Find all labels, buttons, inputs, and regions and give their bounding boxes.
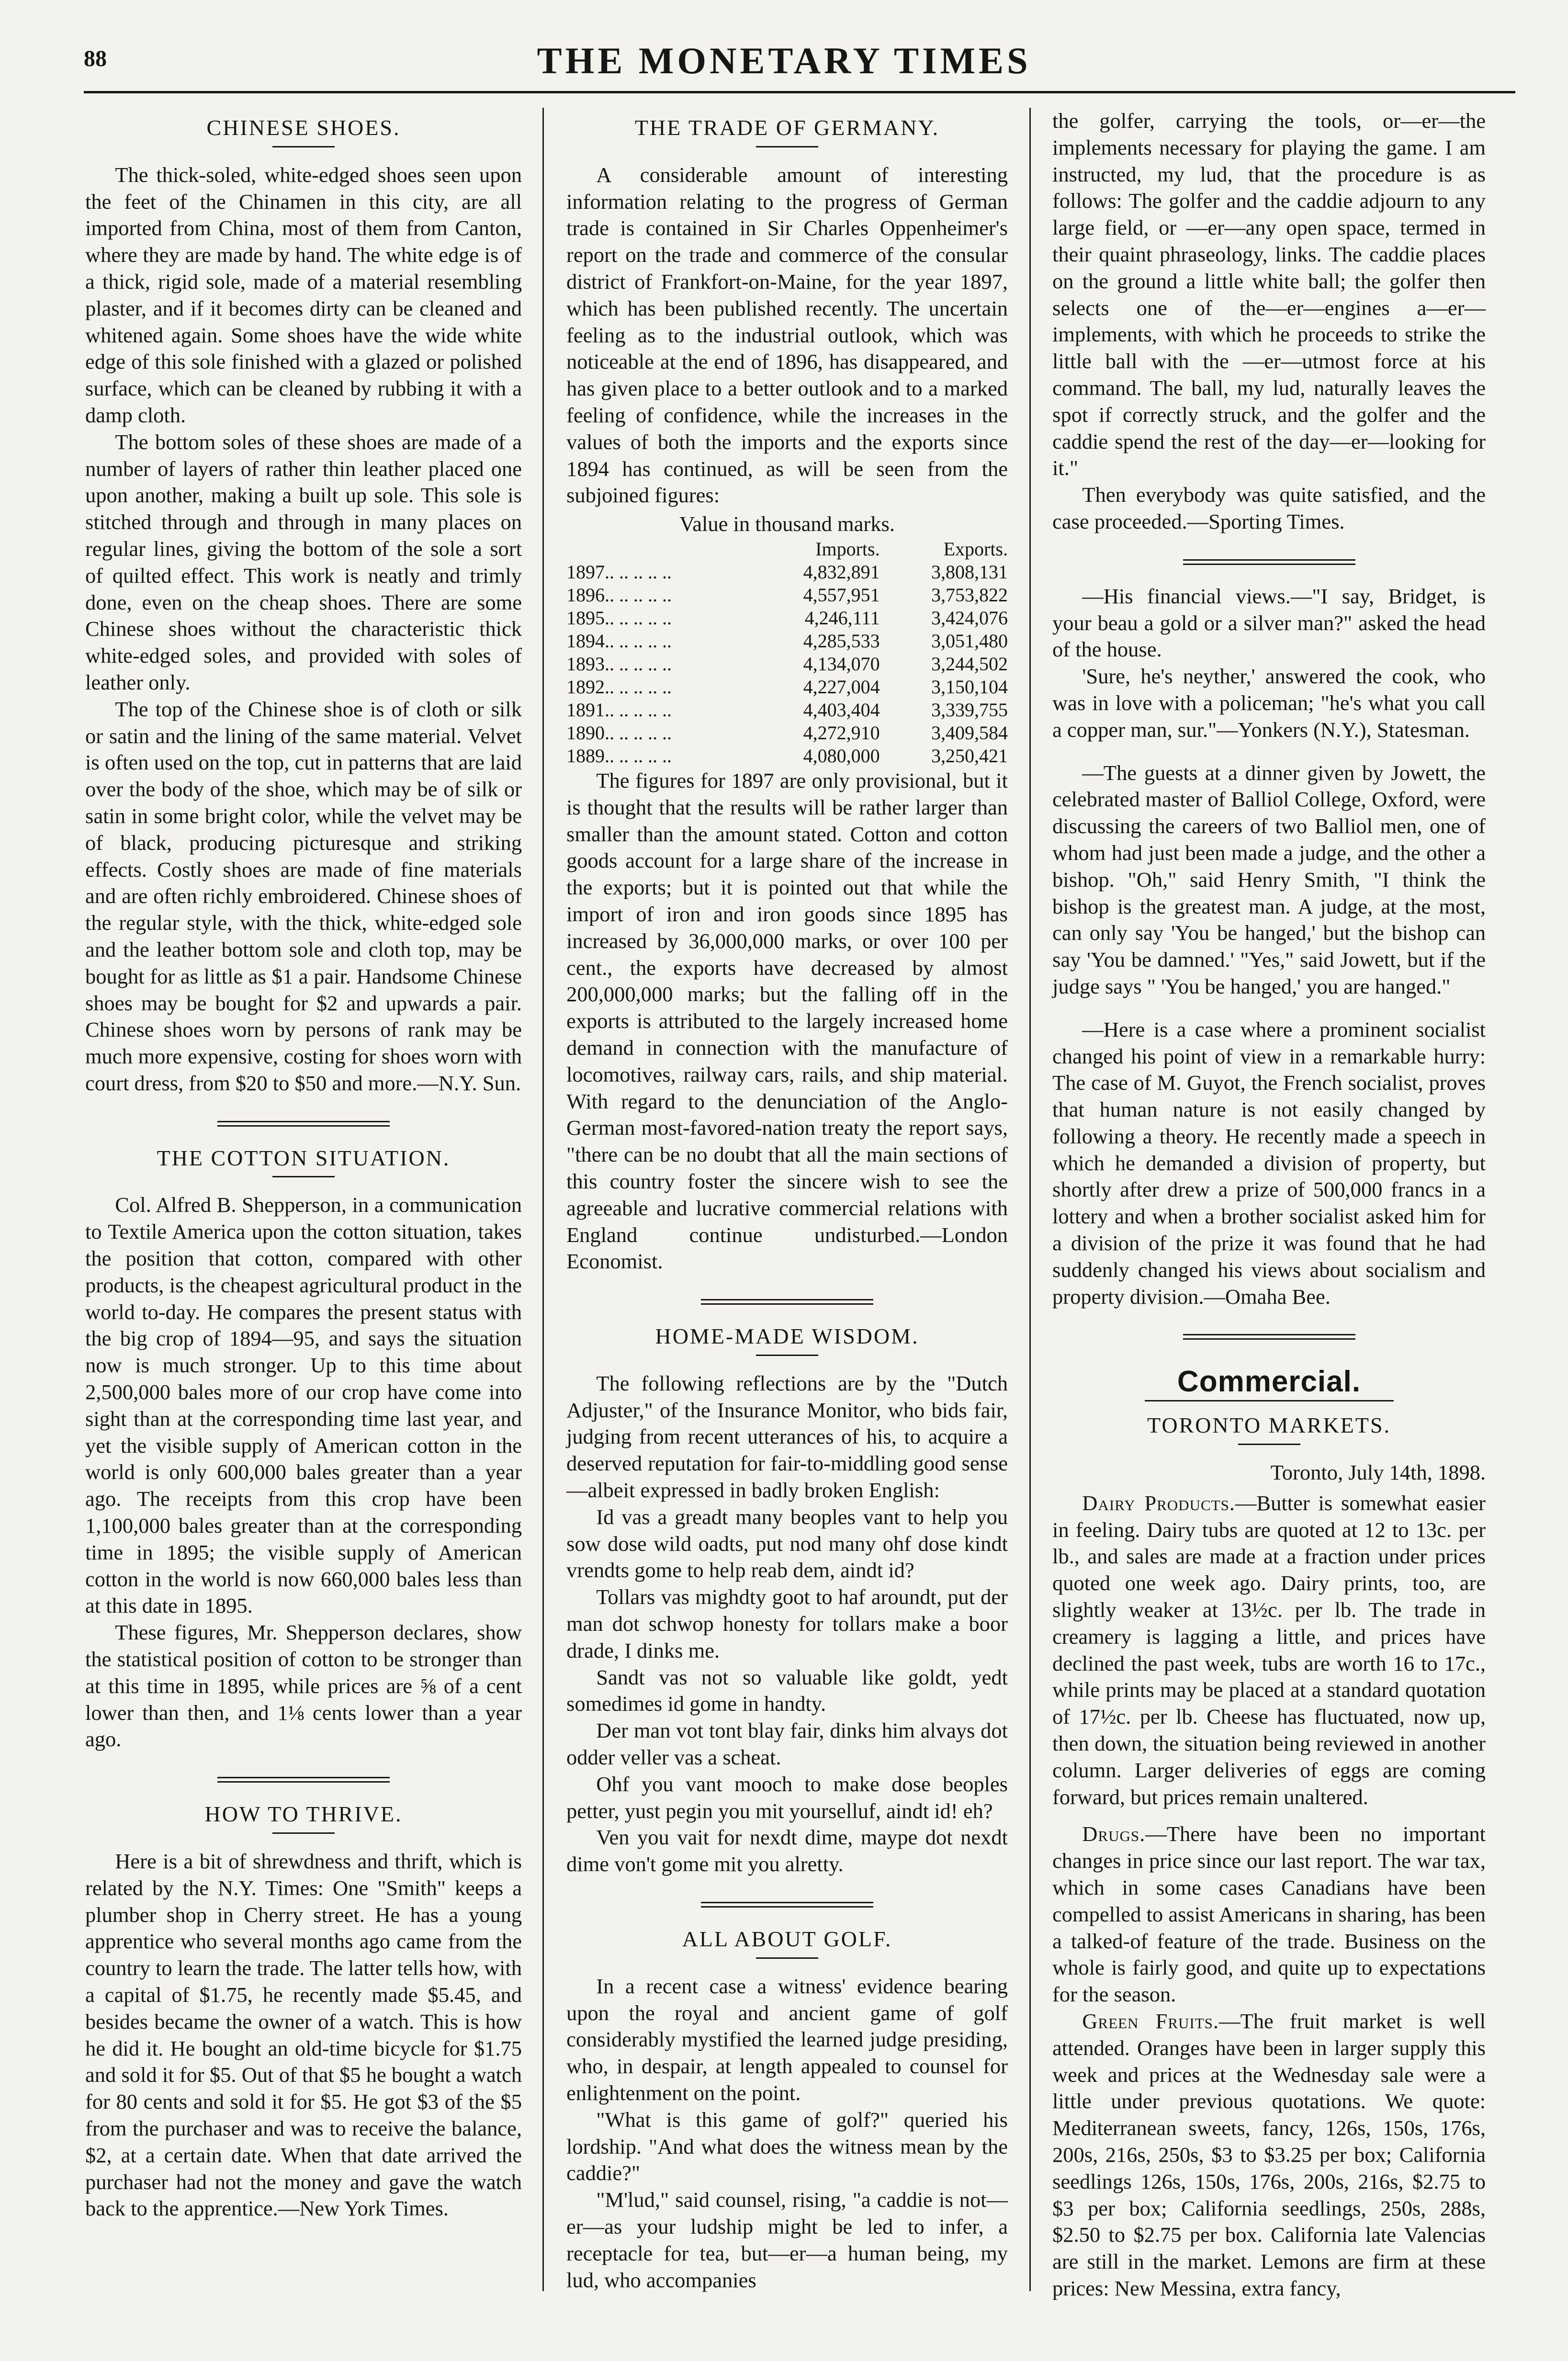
article-paragraph: The thick-soled, white-edged shoes seen upon the feet of the Chinamen in this city, are all imported from China, most of them from Canton, where they are made by hand. The white edge is of a thick, rigid sole, made of a material resembling plaster, and if it becomes dirty can be cleaned and whitened again. Some shoes have the wide white edge of this sole finished with a glazed or polished surface, which can be cleaned by rubbing it with a damp cloth. xyxy=(85,162,522,427)
column-divider xyxy=(1029,108,1031,2291)
dialect-saying: Sandt vas not so valuable like goldt, yedt somedimes id gome in handty. xyxy=(566,1665,1008,1716)
table-row xyxy=(566,630,1008,653)
article-paragraph: "What is this game of golf?" queried his lordship. "And what does the witness mean by the caddie?" xyxy=(566,2107,1008,2185)
dialect-saying: Ven you vait for nexdt dime, maype dot nexdt dime von't gome mit you alretty. xyxy=(566,1825,1008,1876)
exports-cell: 3,150,104 xyxy=(931,676,1008,698)
article-all-about-golf xyxy=(566,1926,1008,2293)
title-rule xyxy=(756,1957,818,1959)
year-cell: 1897.. .. .. .. .. xyxy=(566,561,672,583)
page-header xyxy=(0,0,1568,120)
article-trade-of-germany xyxy=(566,114,1008,1275)
market-label: Green Fruits. xyxy=(1082,2009,1219,2033)
table-row xyxy=(566,607,1008,630)
column-1 xyxy=(85,108,522,2291)
column-3 xyxy=(1052,108,1486,2300)
dialect-saying: Tollars vas mighdty goot to haf aroundt, put der man dot schwop honesty for tollars make a boor drade, I dinks me. xyxy=(566,1585,1008,1662)
anecdote-paragraph: —His financial views.—"I say, Bridget, is your beau a gold or a silver man?" asked the head of the house. xyxy=(1052,584,1486,662)
column-2 xyxy=(566,108,1008,2291)
article-paragraph: Here is a bit of shrewdness and thrift, which is related by the N.Y. Times: One "Smith" keeps a plumber shop in Cherry street. He has a young apprentice who several months ago came from the country to learn the trade. The latter tells how, with a capital of $1.75, he recently made $5.45, and besides became the owner of a watch. This is how he did it. He bought an old-time bicycle for $1.75 and sold it for $5. Out of that $5 he bought a watch for 80 cents and sold it for $5. He got $3 of the $5 from the purchaser and was to receive the balance, $2, at a certain date. When that date arrived the purchaser had not the money and gave the watch back to the apprentice.—New York Times. xyxy=(85,1849,522,2221)
dialect-saying: Id vas a greadt many beoples vant to help you sow dose wild oadts, put nod many ohf dose kindt vrendts gome to help reab dem, aindt id? xyxy=(566,1504,1008,1582)
year-cell: 1896.. .. .. .. .. xyxy=(566,584,672,606)
section-heading: Commercial. xyxy=(1177,1365,1361,1399)
exports-cell: 3,753,822 xyxy=(931,584,1008,606)
title-rule xyxy=(1238,1444,1300,1445)
page-number: 88 xyxy=(84,46,107,71)
article-title: TORONTO MARKETS. xyxy=(1147,1413,1391,1438)
dialect-saying: Ohf you vant mooch to make dose beoples petter, yust pegin you mit yourselluf, aindt id! eh? xyxy=(566,1772,1008,1823)
section-separator xyxy=(217,1777,390,1783)
imports-cell: 4,557,951 xyxy=(803,584,880,606)
exports-cell: 3,808,131 xyxy=(931,561,1008,583)
year-cell: 1891.. .. .. .. .. xyxy=(566,699,672,721)
table-row xyxy=(566,745,1008,768)
article-title: ALL ABOUT GOLF. xyxy=(682,1927,892,1952)
masthead: THE MONETARY TIMES xyxy=(537,40,1031,81)
article-paragraph: The bottom soles of these shoes are made of a number of layers of rather thin leather placed one upon another, making a built up sole. This sole is stitched through and through in many places on regular lines, giving the bottom of the sole a sort of quilted effect. This work is neatly and trimly done, even on the cheap shoes. There are some Chinese shoes without the characteristic thick white-edged soles, and provided with soles of leather only. xyxy=(85,429,522,694)
table-header-row xyxy=(566,538,1008,561)
dialect-saying: Der man vot tont blay fair, dinks him alvays dot odder veller vas a scheat. xyxy=(566,1718,1008,1770)
section-separator xyxy=(701,1902,873,1908)
article-paragraph: Col. Alfred B. Shepperson, in a communication to Textile America upon the cotton situation, takes the position that cotton, compared with other products, is the cheapest agricultural product in the world to-day. He compares the present status with the big crop of 1894—95, and says the situation now is much stronger. Up to this time about 2,500,000 bales more of our crop have come into sight than at the corresponding time last year, and yet the visible supply of American cotton in the world is only 600,000 bales greater than a year ago. The receipts from this crop have been 1,100,000 bales greater than at the corresponding time in 1895; the visible supply of American cotton in the world is now 660,000 bales less than at this date in 1895. xyxy=(85,1193,522,1618)
market-entry: Drugs.—There have been no important changes in price since our last report. The war tax, which in some cases Canadians have been compelled to assist Americans in sharing, has been a talked-of feature of the trade. Business on the whole is fairly good, and quite up to expectations for the season. xyxy=(1052,1822,1486,2007)
article-how-to-thrive xyxy=(85,1801,522,2222)
title-rule xyxy=(272,1832,335,1834)
exports-cell: 3,339,755 xyxy=(931,699,1008,721)
year-cell: 1890.. .. .. .. .. xyxy=(566,722,672,744)
article-paragraph: A considerable amount of interesting information relating to the progress of German trade is contained in Sir Charles Oppenheimer's report on the trade and commerce of the consular district of Frankfort-on-Maine, for the year 1897, which has been published recently. The uncertain feeling as to the industrial outlook, which was noticeable at the end of 1896, has disappeared, and has given place to a better outlook and to a marked feeling of confidence, while the increases in the values of both the imports and the exports since 1894 has continued, as will be seen from the subjoined figures: xyxy=(566,162,1008,508)
section-separator xyxy=(701,1299,873,1305)
column-header-imports: Imports. xyxy=(815,538,880,560)
article-title: CHINESE SHOES. xyxy=(206,115,401,140)
anecdote-paragraph: 'Sure, he's neyther,' answered the cook, who was in love with a policeman; "he's what you call a copper man, sur."—Yonkers (N.Y.), Statesman. xyxy=(1052,664,1486,742)
article-paragraph: These figures, Mr. Shepperson declares, show the statistical position of cotton to be stronger than at this time in 1895, while prices are ⅝ of a cent lower than then, and 1⅛ cents lower than a year ago. xyxy=(85,1620,522,1751)
table-row xyxy=(566,676,1008,699)
title-rule xyxy=(272,146,335,147)
market-entry: Dairy Products.—Butter is somewhat easier in feeling. Dairy tubs are quoted at 12 to 13c. per lb., and sales are made at a fraction under prices quoted one week ago. Dairy prints, too, are slightly weaker at 13½c. per lb. The trade in creamery is lagging a little, and prices have declined the past week, tubs are worth 16 to 17c., while prints may be placed at a standard quotation of 17½c. per lb. Cheese has fluctuated, now up, then down, the situation being reviewed in another column. Larger deliveries of eggs are coming forward, but prices remain unaltered. xyxy=(1052,1491,1486,1809)
heading-rule xyxy=(1145,1400,1394,1401)
table-caption: Value in thousand marks. xyxy=(679,512,895,536)
year-cell: 1889.. .. .. .. .. xyxy=(566,745,672,767)
market-label: Dairy Products. xyxy=(1082,1491,1235,1515)
imports-cell: 4,832,891 xyxy=(803,561,880,583)
title-rule xyxy=(756,1355,818,1356)
article-golf-continued xyxy=(1052,108,1486,535)
article-home-made-wisdom xyxy=(566,1323,1008,1878)
year-cell: 1892.. .. .. .. .. xyxy=(566,676,672,698)
article-paragraph: The following reflections are by the "Dutch Adjuster," of the Insurance Monitor, who bids fair, judging from recent utterances of his, to acquire a deserved reputation for fair-to-middling good sense—albeit expressed in badly broken English: xyxy=(566,1371,1008,1502)
imports-cell: 4,246,111 xyxy=(804,607,880,629)
trade-table xyxy=(566,538,1008,768)
article-paragraph: The top of the Chinese shoe is of cloth or silk or satin and the lining of the same material. Velvet is often used on the top, cut in patterns that are laid over the body of the shoe, which may be of silk or satin in some bright color, while the velvet may be of black, producing picturesque and striking effects. Costly shoes are made of fine materials and are often richly embroidered. Chinese shoes of the regular style, with the thick, white-edged sole and the leather bottom sole and cloth top, may be bought for as little as $1 a pair. Handsome Chinese shoes may be bought for $2 and upwards a pair. Chinese shoes worn by persons of rank may be much more expensive, costing for shoes worn with court dress, from $20 to $50 and more.—N.Y. Sun. xyxy=(85,697,522,1095)
article-title: THE COTTON SITUATION. xyxy=(157,1145,451,1170)
table-row xyxy=(566,653,1008,676)
imports-cell: 4,403,404 xyxy=(803,699,880,721)
title-rule xyxy=(756,146,818,147)
article-paragraph: The figures for 1897 are only provisional, but it is thought that the results will be rather larger than smaller than the amount stated. Cotton and cotton goods account for a large share of the increase in the exports; but it is pointed out that while the import of iron and iron goods since 1895 has increased by 36,000,000 marks, or over 100 per cent., the exports have decreased by almost 200,000,000 marks; but the falling off in the exports is attributed to the largely increased home demand in connection with the manufacture of locomotives, railway cars, rails, and ship material. With regard to the denunciation of the Anglo-German most-favored-nation treaty the report says, "there can be no doubt that all the main sections of this country foster the sincere wish to see the agreeable and lucrative commercial relations with England continue undisturbed.—London Economist. xyxy=(566,768,1008,1274)
section-separator xyxy=(1183,559,1355,565)
title-rule xyxy=(272,1176,335,1177)
column-divider xyxy=(542,108,544,2291)
table-row xyxy=(566,699,1008,722)
article-title: HOW TO THRIVE. xyxy=(204,1802,403,1827)
commercial-section xyxy=(1052,1365,1486,2302)
anecdotes xyxy=(1052,583,1486,1310)
exports-cell: 3,244,502 xyxy=(931,653,1008,675)
imports-cell: 4,080,000 xyxy=(803,745,880,767)
article-title: HOME-MADE WISDOM. xyxy=(655,1324,919,1349)
article-title: THE TRADE OF GERMANY. xyxy=(634,115,940,140)
imports-cell: 4,272,910 xyxy=(803,722,880,744)
anecdote-paragraph: —The guests at a dinner given by Jowett, the celebrated master of Balliol College, Oxford, were discussing the careers of two Balliol men, one of whom had just been made a judge, and the other a bishop. "Oh," said Henry Smith, "I think the bishop is the greatest man. A judge, at the most, can only say 'You be hanged,' but the bishop can say 'You be damned.' "Yes," said Jowett, but if the judge says " 'You be hanged,' you are hanged." xyxy=(1052,760,1486,998)
table-row xyxy=(566,722,1008,745)
imports-cell: 4,285,533 xyxy=(803,630,880,652)
year-cell: 1895.. .. .. .. .. xyxy=(566,607,672,629)
table-row xyxy=(566,561,1008,584)
dateline: Toronto, July 14th, 1898. xyxy=(1270,1460,1486,1485)
section-separator xyxy=(217,1121,390,1127)
exports-cell: 3,051,480 xyxy=(931,630,1008,652)
section-separator xyxy=(1183,1334,1355,1340)
market-label: Drugs. xyxy=(1082,1822,1146,1846)
exports-cell: 3,424,076 xyxy=(931,607,1008,629)
header-rule xyxy=(84,91,1515,93)
exports-cell: 3,409,584 xyxy=(931,722,1008,744)
column-header-exports: Exports. xyxy=(943,538,1008,560)
imports-cell: 4,227,004 xyxy=(803,676,880,698)
anecdote-paragraph: —Here is a case where a prominent socialist changed his point of view in a remarkable hurry: The case of M. Guyot, the French socialist, proves that human nature is not easily changed by following a theory. He recently made a speech in which he demanded a division of property, but shortly after drew a prize of 500,000 francs in a lottery and when a brother socialist asked him for a division of the prize it was found that he had suddenly changed his views about socialism and property division.—Omaha Bee. xyxy=(1052,1017,1486,1309)
market-entry: Green Fruits.—The fruit market is well attended. Oranges have been in larger supply this week and prices at the Wednesday sale were a little under previous quotations. We quote: Mediterranean sweets, fancy, 126s, 150s, 176s, 200s, 216s, 250s, $3 to $3.25 per box; California seedlings 126s, 150s, 176s, 200s, 216s, $2.75 to $3 per box; California seedlings, 250s, 288s, $2.50 to $2.75 per box. California late Valencias are still in the market. Lemons are firm at these prices: New Messina, extra fancy, xyxy=(1052,2009,1486,2300)
article-paragraph: In a recent case a witness' evidence bearing upon the royal and ancient game of golf considerably mystified the learned judge presiding, who, in despair, at length appealed to counsel for enlightenment on the point. xyxy=(566,1974,1008,2105)
year-cell: 1894.. .. .. .. .. xyxy=(566,630,672,652)
article-paragraph: "M'lud," said counsel, rising, "a caddie is not—er—as your ludship might be led to infer, a receptacle for tea, but—er—a human being, my lud, who accompanies xyxy=(566,2188,1008,2292)
exports-cell: 3,250,421 xyxy=(931,745,1008,767)
year-cell: 1893.. .. .. .. .. xyxy=(566,653,672,675)
article-paragraph: the golfer, carrying the tools, or—er—the implements necessary for playing the game. I am instructed, my lud, that the procedure is as follows: The golfer and the caddie adjourn to any large field, or —er—any open space, termed in their quaint phraseology, links. The caddie places on the ground a little white ball; the golfer then selects one of the—er—engines a—er—implements, with which he proceeds to strike the little ball with the —er—utmost force at his command. The ball, my lud, naturally leaves the spot if correctly struck, and the golfer and the caddie spend the rest of the day—er—looking for it." xyxy=(1052,109,1486,480)
article-cotton-situation xyxy=(85,1145,522,1753)
article-chinese-shoes xyxy=(85,114,522,1097)
imports-cell: 4,134,070 xyxy=(803,653,880,675)
article-paragraph: Then everybody was quite satisfied, and the case proceeded.—Sporting Times. xyxy=(1052,483,1486,533)
table-row xyxy=(566,584,1008,607)
